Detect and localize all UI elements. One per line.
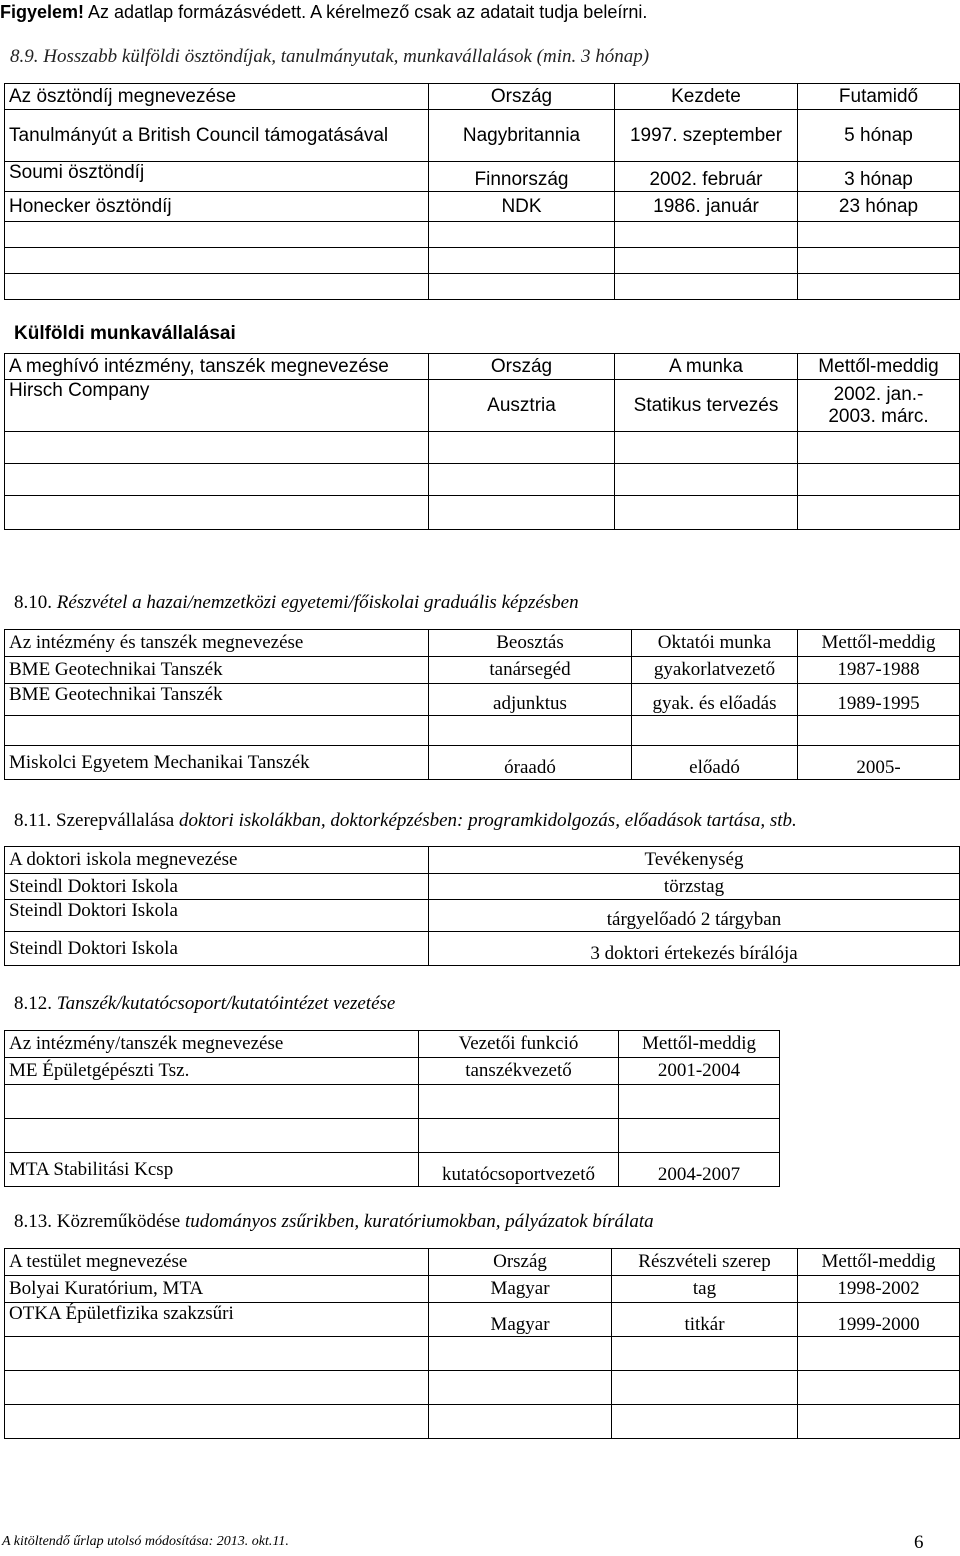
cell[interactable]: [429, 716, 632, 746]
cell[interactable]: [5, 432, 429, 464]
cell[interactable]: [798, 496, 960, 530]
header-cell: Vezetői funkció: [419, 1031, 619, 1058]
cell[interactable]: [5, 1371, 429, 1405]
table-header-row: [5, 630, 960, 657]
cell[interactable]: [798, 1405, 960, 1439]
section-number: 8.11.: [14, 810, 52, 831]
header-cell: Oktatói munka: [632, 630, 798, 657]
table-row-empty: [5, 248, 960, 274]
cell[interactable]: gyakorlatvezető: [632, 657, 798, 684]
teaching-table: [4, 629, 960, 780]
cell[interactable]: [429, 1337, 612, 1371]
cell[interactable]: tanársegéd: [429, 657, 632, 684]
table-row: [5, 1276, 960, 1303]
cell[interactable]: 1987-1988: [798, 657, 960, 684]
cell[interactable]: [798, 432, 960, 464]
table-row: [5, 874, 960, 900]
header-cell: Futamidő: [798, 84, 960, 110]
header-cell: Mettől-meddig: [798, 630, 960, 657]
cell[interactable]: [798, 274, 960, 300]
header-cell: A meghívó intézmény, tanszék megnevezése: [5, 354, 429, 380]
cell[interactable]: 1998-2002: [798, 1276, 960, 1303]
cell[interactable]: 23 hónap: [798, 192, 960, 222]
cell[interactable]: 5 hónap: [798, 110, 960, 162]
section-8-13-heading: [14, 1211, 654, 1233]
cell[interactable]: [5, 248, 429, 274]
cell[interactable]: [5, 1119, 419, 1153]
cell[interactable]: [429, 432, 615, 464]
table-row: [5, 657, 960, 684]
cell[interactable]: [798, 1371, 960, 1405]
cell[interactable]: Ausztria: [429, 380, 615, 432]
section-title: Részvétel a hazai/nemzetközi egyetemi/főiskolai graduális képzésben: [56, 592, 579, 613]
cell[interactable]: [429, 1405, 612, 1439]
cell[interactable]: [798, 222, 960, 248]
section-number: 8.12.: [14, 993, 52, 1014]
cell[interactable]: 3 hónap: [798, 162, 960, 192]
footer-modified-note: A kitöltendő űrlap utolsó módosítása: 2013. okt.11.: [2, 1534, 289, 1549]
header-cell: A munka: [615, 354, 798, 380]
cell[interactable]: Nagybritannia: [429, 110, 615, 162]
header-cell: A doktori iskola megnevezése: [5, 847, 429, 874]
cell[interactable]: [615, 496, 798, 530]
table-row: [5, 746, 960, 780]
cell[interactable]: 2004-2007: [619, 1153, 780, 1187]
cell[interactable]: [632, 716, 798, 746]
cell[interactable]: [419, 1119, 619, 1153]
committee-table: [4, 1248, 960, 1439]
table-row-empty: [5, 1371, 960, 1405]
cell[interactable]: BME Geotechnikai Tanszék: [5, 657, 429, 684]
table-row: [5, 684, 960, 716]
cell[interactable]: [615, 274, 798, 300]
form-notice: [0, 2, 647, 23]
leadership-table: [4, 1030, 780, 1187]
doctoral-table: [4, 846, 960, 966]
cell[interactable]: [615, 464, 798, 496]
cell[interactable]: [429, 222, 615, 248]
table-row-empty: [5, 222, 960, 248]
cell[interactable]: [5, 716, 429, 746]
table-row: [5, 1058, 780, 1085]
cell[interactable]: Statikus tervezés: [615, 380, 798, 432]
table-row: [5, 1153, 780, 1187]
cell[interactable]: [612, 1337, 798, 1371]
cell[interactable]: [429, 464, 615, 496]
table-row-empty: [5, 432, 960, 464]
cell[interactable]: Magyar: [429, 1276, 612, 1303]
cell[interactable]: Magyar: [429, 1303, 612, 1337]
table-row: [5, 900, 960, 932]
cell[interactable]: [5, 464, 429, 496]
cell[interactable]: Hirsch Company: [5, 380, 429, 432]
table-row: [5, 380, 960, 432]
cell[interactable]: [5, 274, 429, 300]
date-from: 2002. jan.-: [833, 383, 924, 405]
cell[interactable]: Steindl Doktori Iskola: [5, 932, 429, 966]
cell[interactable]: előadó: [632, 746, 798, 780]
header-cell: Tevékenység: [429, 847, 960, 874]
section-number: 8.10.: [14, 592, 52, 613]
table-row: [5, 110, 960, 162]
cell[interactable]: [798, 716, 960, 746]
cell[interactable]: [419, 1085, 619, 1119]
cell[interactable]: adjunktus: [429, 684, 632, 716]
cell[interactable]: 2002. február: [615, 162, 798, 192]
cell[interactable]: BME Geotechnikai Tanszék: [5, 684, 429, 716]
cell[interactable]: tárgyelőadó 2 tárgyban: [429, 900, 960, 932]
table-header-row: [5, 847, 960, 874]
cell[interactable]: 2001-2004: [619, 1058, 780, 1085]
table-row: [5, 162, 960, 192]
header-cell: Ország: [429, 354, 615, 380]
work-table: [4, 353, 960, 530]
cell[interactable]: NDK: [429, 192, 615, 222]
cell[interactable]: [429, 1371, 612, 1405]
header-cell: Kezdete: [615, 84, 798, 110]
table-header-row: [5, 354, 960, 380]
table-row-empty: [5, 716, 960, 746]
section-title: doktori iskolákban, doktorképzésben: programkidolgozás, előadások tartása, stb.: [174, 810, 797, 831]
section-title: tudományos zsűrikben, kuratóriumokban, pályázatok bírálata: [180, 1211, 654, 1232]
cell[interactable]: OTKA Épületfizika szakzsűri: [5, 1303, 429, 1337]
table-row: [5, 192, 960, 222]
cell[interactable]: [5, 496, 429, 530]
section-title: Tanszék/kutatócsoport/kutatóintézet vezetése: [56, 993, 396, 1014]
header-cell: Mettől-meddig: [798, 1249, 960, 1276]
page-number: 6: [914, 1532, 924, 1553]
cell[interactable]: [612, 1371, 798, 1405]
cell[interactable]: Steindl Doktori Iskola: [5, 900, 429, 932]
cell[interactable]: [615, 248, 798, 274]
cell[interactable]: [5, 222, 429, 248]
cell[interactable]: [798, 380, 960, 432]
table-header-row: [5, 1249, 960, 1276]
header-cell: Az ösztöndíj megnevezése: [5, 84, 429, 110]
table-header-row: [5, 1031, 780, 1058]
cell[interactable]: Miskolci Egyetem Mechanikai Tanszék: [5, 746, 429, 780]
header-cell: Az intézmény és tanszék megnevezése: [5, 630, 429, 657]
cell[interactable]: kutatócsoportvezető: [419, 1153, 619, 1187]
cell[interactable]: [798, 464, 960, 496]
cell[interactable]: törzstag: [429, 874, 960, 900]
work-subtitle: Külföldi munkavállalásai: [14, 323, 236, 344]
section-number: 8.13.: [14, 1211, 52, 1232]
section-8-10-heading: [14, 592, 579, 614]
cell[interactable]: Honecker ösztöndíj: [5, 192, 429, 222]
cell[interactable]: [5, 1405, 429, 1439]
header-cell: Ország: [429, 1249, 612, 1276]
table-row-empty: [5, 1085, 780, 1119]
cell[interactable]: [429, 274, 615, 300]
header-cell: Mettől-meddig: [619, 1031, 780, 1058]
cell[interactable]: [619, 1085, 780, 1119]
header-cell: Az intézmény/tanszék megnevezése: [5, 1031, 419, 1058]
cell[interactable]: tanszékvezető: [419, 1058, 619, 1085]
cell[interactable]: [429, 496, 615, 530]
cell[interactable]: Tanulmányút a British Council támogatásával: [5, 110, 429, 162]
section-8-11-heading: [14, 810, 797, 832]
header-cell: Részvételi szerep: [612, 1249, 798, 1276]
cell[interactable]: gyak. és előadás: [632, 684, 798, 716]
cell[interactable]: [615, 432, 798, 464]
notice-bold: Figyelem!: [0, 2, 85, 22]
cell[interactable]: titkár: [612, 1303, 798, 1337]
cell[interactable]: tag: [612, 1276, 798, 1303]
scholarship-table: [4, 83, 960, 300]
cell[interactable]: MTA Stabilitási Kcsp: [5, 1153, 419, 1187]
cell[interactable]: ME Épületgépészti Tsz.: [5, 1058, 419, 1085]
cell[interactable]: [429, 248, 615, 274]
header-cell: Mettől-meddig: [798, 354, 960, 380]
cell[interactable]: [798, 1337, 960, 1371]
cell[interactable]: Soumi ösztöndíj: [5, 162, 429, 192]
cell[interactable]: 1989-1995: [798, 684, 960, 716]
cell[interactable]: 1999-2000: [798, 1303, 960, 1337]
table-row-empty: [5, 1119, 780, 1153]
header-cell: Ország: [429, 84, 615, 110]
section-8-9-heading: 8.9. Hosszabb külföldi ösztöndíjak, tanulmányutak, munkavállalások (min. 3 hónap): [10, 46, 650, 67]
cell[interactable]: [5, 1085, 419, 1119]
cell[interactable]: [619, 1119, 780, 1153]
cell[interactable]: [615, 222, 798, 248]
table-row-empty: [5, 1337, 960, 1371]
table-row-empty: [5, 274, 960, 300]
cell[interactable]: Bolyai Kuratórium, MTA: [5, 1276, 429, 1303]
header-cell: A testület megnevezése: [5, 1249, 429, 1276]
cell[interactable]: óraadó: [429, 746, 632, 780]
table-row: [5, 1303, 960, 1337]
cell[interactable]: 2005-: [798, 746, 960, 780]
cell[interactable]: [612, 1405, 798, 1439]
section-lead: Szerepvállalása: [56, 810, 175, 831]
cell[interactable]: Finnország: [429, 162, 615, 192]
notice-text: Az adatlap formázásvédett. A kérelmező csak az adatait tudja beleírni.: [84, 2, 648, 22]
cell[interactable]: [5, 1337, 429, 1371]
date-to: 2003. márc.: [828, 405, 929, 427]
table-header-row: [5, 84, 960, 110]
cell[interactable]: 1986. január: [615, 192, 798, 222]
cell[interactable]: Steindl Doktori Iskola: [5, 874, 429, 900]
cell[interactable]: 1997. szeptember: [615, 110, 798, 162]
cell[interactable]: [798, 248, 960, 274]
cell[interactable]: 3 doktori értekezés bírálója: [429, 932, 960, 966]
table-row-empty: [5, 464, 960, 496]
table-row: [5, 932, 960, 966]
table-row-empty: [5, 1405, 960, 1439]
section-lead: Közreműködése: [56, 1211, 181, 1232]
section-8-12-heading: [14, 993, 395, 1015]
header-cell: Beosztás: [429, 630, 632, 657]
table-row-empty: [5, 496, 960, 530]
